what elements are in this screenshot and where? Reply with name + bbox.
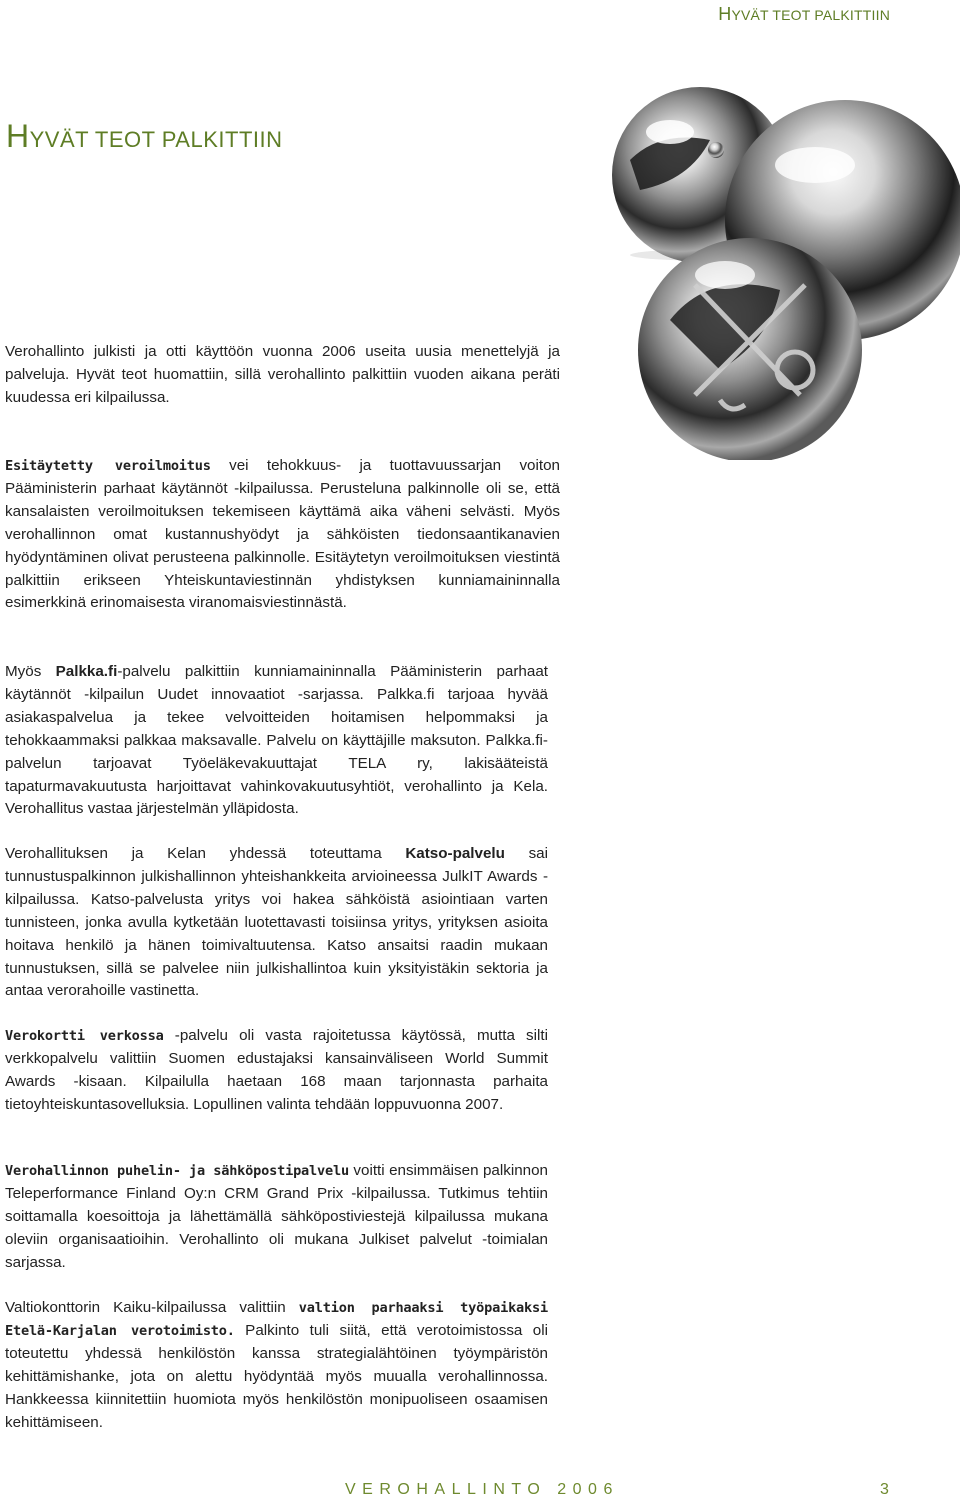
paragraph-intro: Verohallinto julkisti ja otti käyttöön vuonna 2006 useita uusia menettelyjä ja palveluja. Hyvät teot huomattiin, sillä verohallinto palkittiin vuoden aikana peräti kuudessa eri kilpailussa.	[5, 343, 560, 406]
running-head-rest: YVÄT TEOT PALKITTIIN	[731, 7, 890, 23]
page-title-initial: H	[6, 118, 30, 154]
running-head-initial: H	[718, 4, 732, 24]
bold-lead-verokortti: Verokortti verkossa	[5, 1028, 164, 1044]
page-number: 3	[880, 1481, 889, 1498]
bold-lead-puhelin: Verohallinnon puhelin- ja sähköpostipalvelu	[5, 1163, 349, 1179]
text-puhelin: voitti ensimmäisen palkinnon Teleperformance Finland Oy:n CRM Grand Prix -kilpailussa. Tutkimus tehtiin soittamalla koesoittoja ja lähettämällä sähköpostiviestejä kilpailussa mukana oleviin organisaatioihin. Verohallinto oli mukana Julkiset palvelut -toimialan sarjassa.	[5, 1162, 548, 1271]
bold-lead-kaiku: valtion parhaaksi työpaikaksi Etelä-Karjalan verotoimisto.	[5, 1300, 548, 1339]
chrome-spheres-image	[600, 70, 960, 460]
text-verokortti: -palvelu oli vasta rajoitetussa käytössä, mutta silti verkkopalvelu valittiin Suomen edustajaksi kansainväliseen World Summit Awards -kisaan. Kilpailulla haetaan 168 maan tarjonnasta parhaita tietoyhteiskuntasovelluksia. Lopullinen valinta tehdään loppuvuonna 2007.	[5, 1027, 548, 1113]
running-head	[718, 4, 890, 25]
text-katso: sai tunnustuspalkinnon julkishallinnon yhteishankkeita arvioineessa JulkIT Awards -kilpailussa. Katso-palvelusta yritys voi hakea sähköistä asiointiaan varten tunnisteen, jonka avulla kytketään luotettavasti toisiinsa yritys, yrityksen asioita hoitava henkilö ja hänen toimivaltuutensa. Katso ansaitsi raadin mukaan tunnustuksen, sillä se palvelee niin julkishallintoa kuin yksityistäkin sektoria ja antaa verorahoille vastinetta.	[5, 845, 548, 1000]
paragraph-puhelin	[5, 1160, 548, 1275]
paragraph-palkka	[5, 661, 548, 821]
text-katso-pre: Verohallituksen ja Kelan yhdessä toteuttama	[5, 845, 406, 862]
paragraph-kaiku	[5, 1297, 548, 1434]
paragraph-esitaytetty	[5, 455, 560, 615]
text-palkka-pre: Myös	[5, 663, 56, 680]
text-kaiku: Palkinto tuli siitä, että verotoimistossa oli toteutettu yhdessä henkilöstön kanssa strategialähtöinen työympäristön kehittämishanke, jota on alettu hyödyntää myös muualla verohallinnossa. Hankkeessa kiinnitettiin huomiota myös henkilöstön monipuoliseen osaamisen kehittämiseen.	[5, 1321, 548, 1431]
page-title	[6, 118, 283, 155]
text-esitaytetty: vei tehokkuus- ja tuottavuussarjan voiton Pääministerin parhaat käytännöt -kilpailussa. Perusteluna palkinnolle oli se, että kansalaisten veroilmoituksen tekemiseen käyttämä aika väheni selvästi. Myös verohallinnon omat kustannushyödyt ja sähköisten tiedonsaantikanavien hyödyntäminen olivat perusteena palkinnolle. Esitäytetyn veroilmoituksen viestintä palkittiin erikseen Yhteiskuntaviestinnän yhdistyksen kunniamaininnalla esimerkkinä erinomaisesta viranomaisviestinnästä.	[5, 457, 560, 612]
text-palkka: -palvelu palkittiin kunniamaininnalla Pääministerin parhaat käytännöt -kilpailun Uudet innovaatiot -sarjassa. Palkka.fi tarjoaa hyvää asiakaspalvelua ja tekee velvoitteiden hoitamisen helpommaksi ja tehokkaammaksi palkkaa maksavalle. Palvelu on käyttäjille maksuton. Palkka.fi-palvelun tarjoavat Työeläkevakuuttajat TELA ry, lakisääteistä tapaturmavakuutusta harjoittavat vahinkovakuutusyhtiöt, verohallinto ja Kela. Verohallitus vastaa järjestelmän ylläpidosta.	[5, 663, 548, 818]
text-kaiku-pre: Valtiokonttorin Kaiku-kilpailussa valittiin	[5, 1299, 299, 1316]
bold-lead-palkka: Palkka.fi	[55, 663, 118, 680]
footer-brand: VEROHALLINTO 2006	[345, 1481, 619, 1498]
page-title-rest: YVÄT TEOT PALKITTIIN	[29, 127, 283, 152]
paragraph-katso	[5, 843, 548, 1003]
bold-lead-esitaytetty: Esitäytetty veroilmoitus	[5, 458, 211, 474]
bold-lead-katso: Katso-palvelu	[405, 845, 505, 862]
paragraph-verokortti	[5, 1025, 548, 1117]
